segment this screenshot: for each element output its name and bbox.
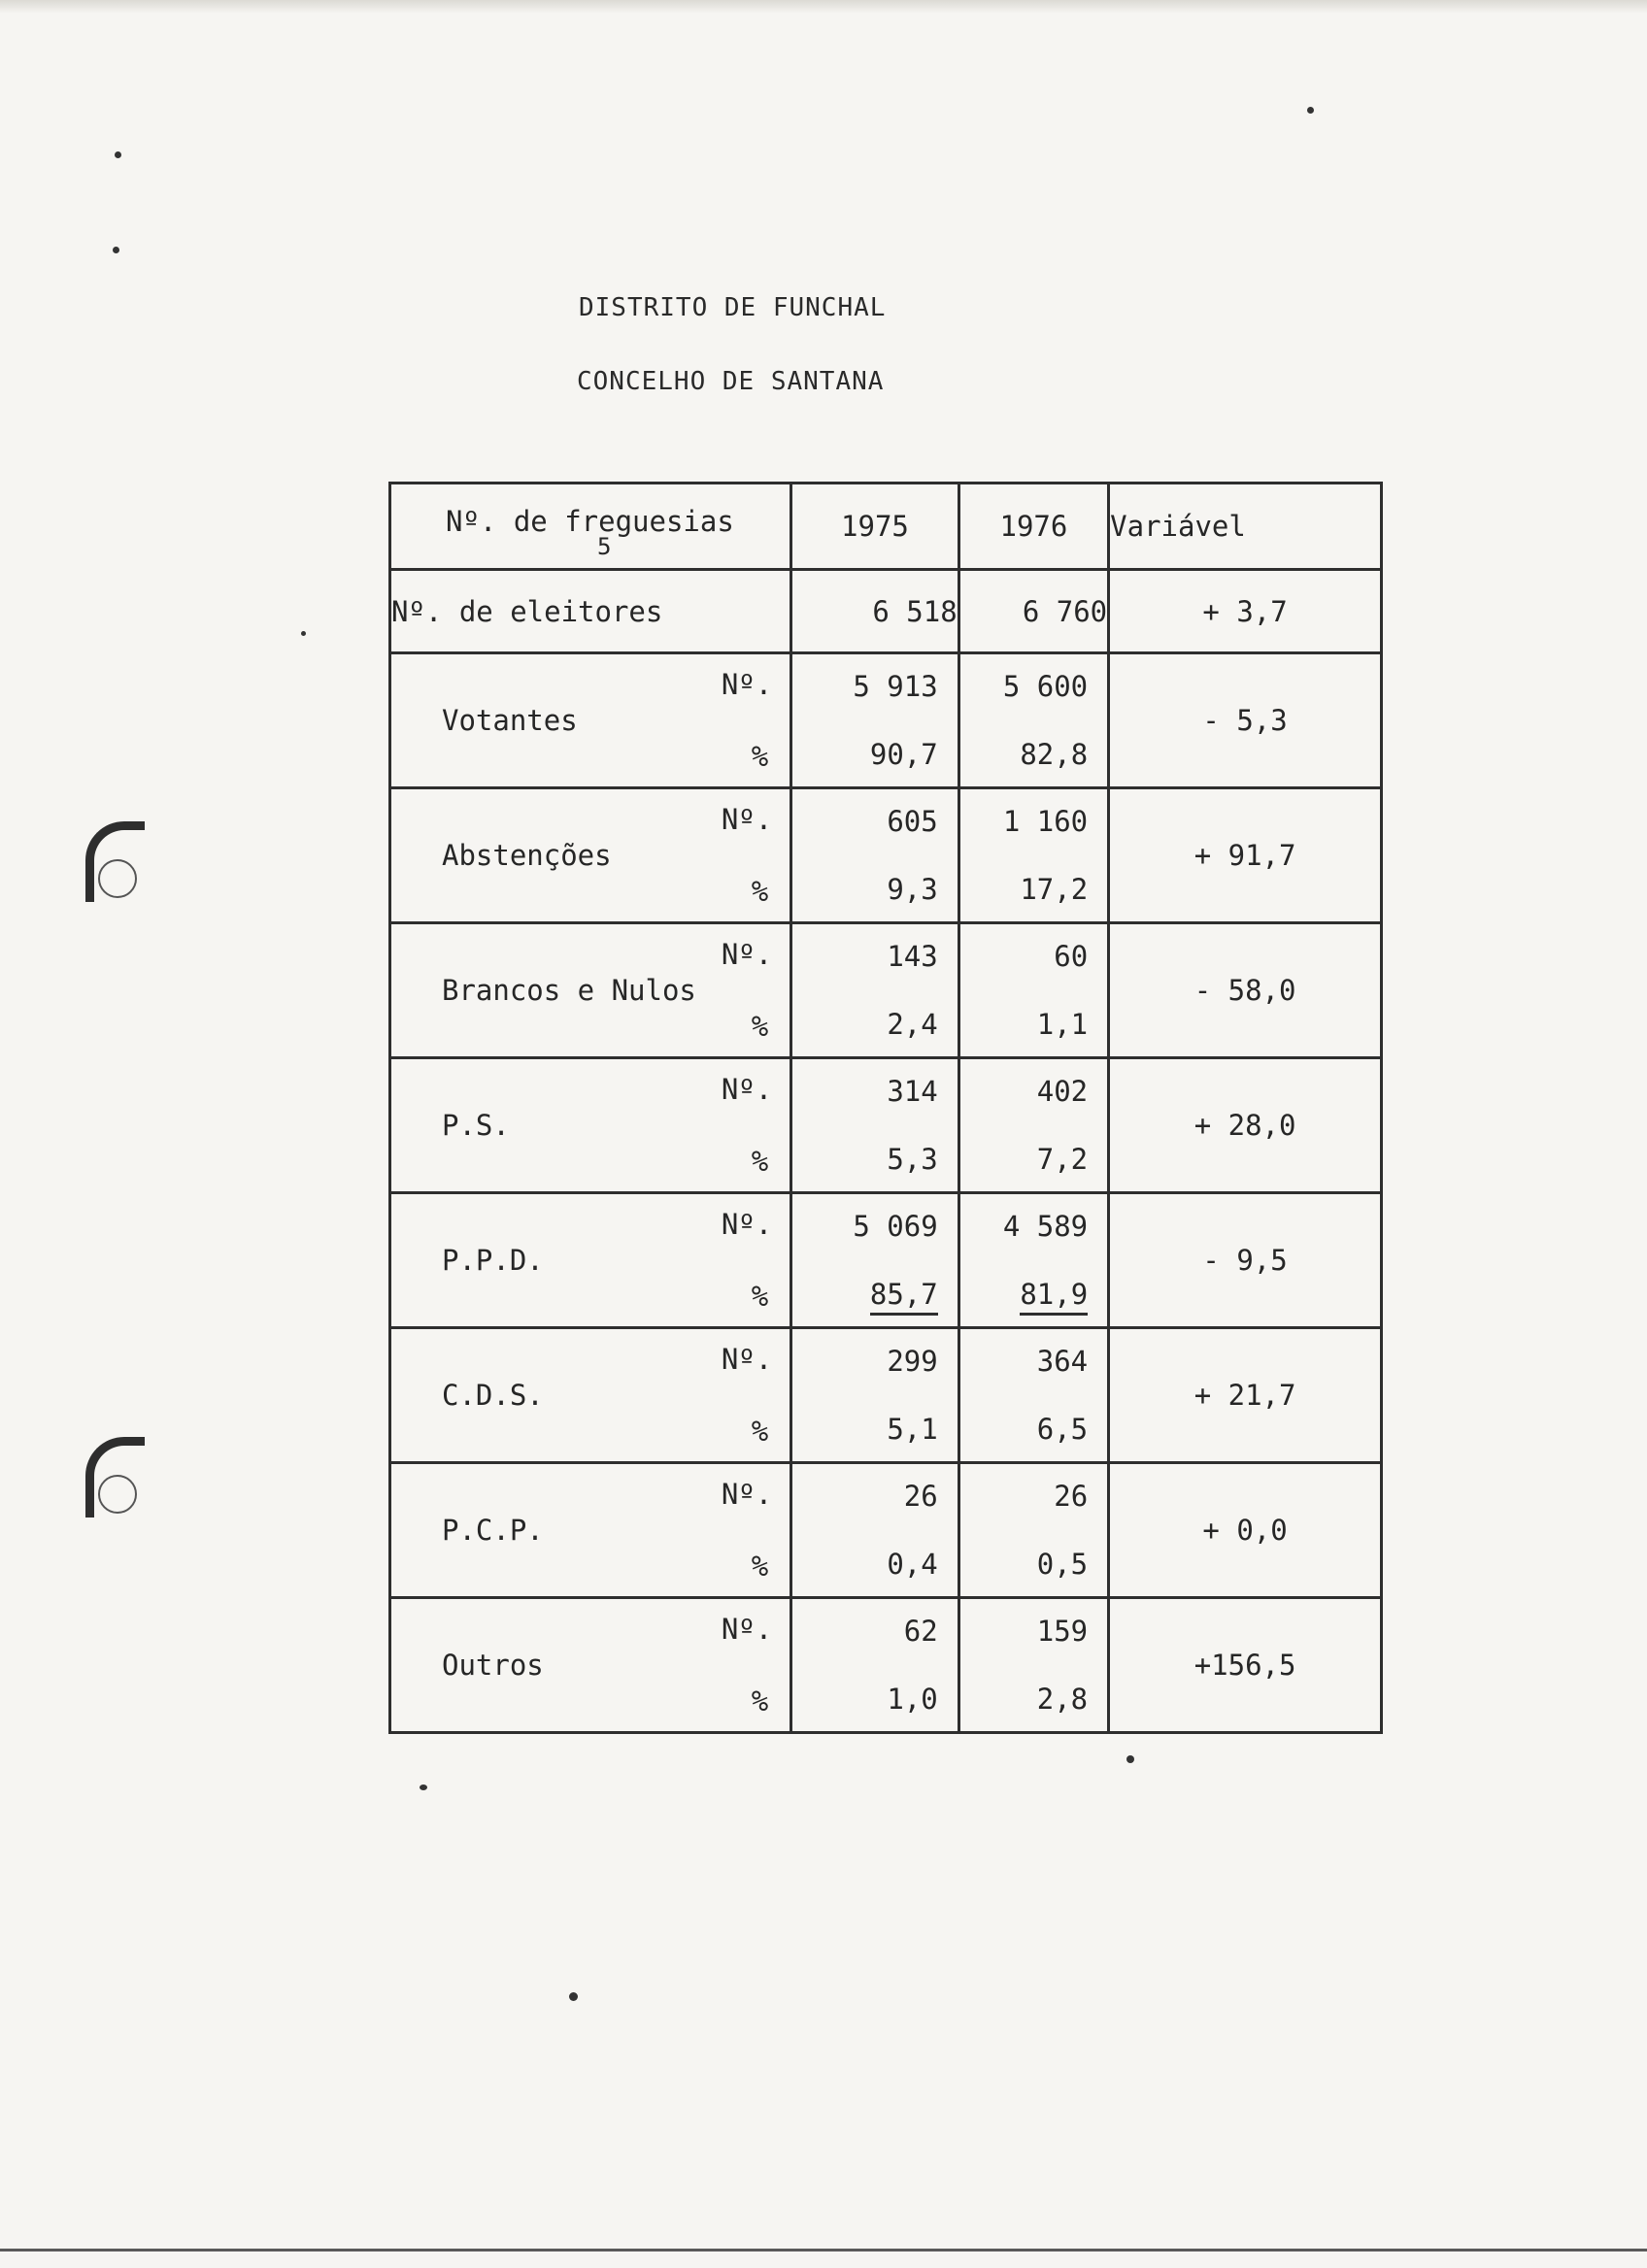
percent-1975 — [792, 1143, 938, 1176]
row-label: P.C.P. — [442, 1514, 544, 1547]
percent-1976 — [960, 738, 1088, 771]
count-label: Nº. — [721, 803, 773, 836]
cell-1976 — [958, 1193, 1108, 1328]
variation-cell: - 9,5 — [1109, 1193, 1382, 1328]
percent-1976-value: 17,2 — [1020, 873, 1089, 906]
percent-1975-value: 90,7 — [869, 738, 938, 771]
row-label-cell — [390, 788, 791, 923]
percent-1976 — [960, 1548, 1088, 1581]
percent-1975 — [792, 1548, 938, 1581]
percent-1976-value: 81,9 — [1020, 1278, 1088, 1316]
row-c-d-s — [390, 1328, 1382, 1463]
percent-label: % — [751, 1145, 769, 1178]
count-label: Nº. — [721, 938, 773, 971]
row-label: Abstenções — [442, 839, 612, 872]
percent-label: % — [751, 740, 769, 773]
percent-1975 — [792, 738, 938, 771]
speck — [1126, 1755, 1134, 1763]
speck — [301, 631, 306, 636]
percent-1975-value: 1,0 — [887, 1683, 938, 1716]
variation-cell: - 5,3 — [1109, 653, 1382, 788]
parishes-label: Nº. de freguesias — [446, 505, 734, 538]
count-1976: 159 — [1036, 1615, 1089, 1648]
percent-1976-value: 0,5 — [1036, 1548, 1089, 1581]
percent-1975-value: 2,4 — [887, 1008, 938, 1041]
cell-1975 — [791, 1598, 959, 1733]
parishes-count: 5 — [597, 533, 612, 560]
count-1976: 1 160 — [1002, 805, 1089, 838]
count-1975: 5 913 — [853, 670, 938, 703]
percent-1975-value: 5,3 — [887, 1143, 938, 1176]
percent-1975-value: 0,4 — [887, 1548, 938, 1581]
voters-registered-1976: 6 760 — [958, 570, 1108, 653]
percent-1976 — [960, 1278, 1088, 1311]
count-label: Nº. — [721, 1343, 773, 1376]
cell-1975 — [791, 1328, 959, 1463]
row-label-cell — [390, 1193, 791, 1328]
row-label: Outros — [442, 1649, 544, 1682]
binder-hole-top — [85, 821, 145, 902]
percent-1975 — [792, 1413, 938, 1446]
row-p-p-d — [390, 1193, 1382, 1328]
percent-1976-value: 1,1 — [1036, 1008, 1089, 1041]
count-label: Nº. — [721, 1478, 773, 1511]
percent-label: % — [751, 1550, 769, 1583]
count-label: Nº. — [721, 668, 773, 701]
count-label: Nº. — [721, 1613, 773, 1646]
speck — [420, 1784, 427, 1790]
variation-cell: +156,5 — [1109, 1598, 1382, 1733]
cell-1976 — [958, 1058, 1108, 1193]
cell-1975 — [791, 1463, 959, 1598]
speck — [115, 151, 121, 158]
percent-1975-value: 85,7 — [870, 1278, 938, 1316]
cell-1975 — [791, 923, 959, 1058]
variation-cell: + 0,0 — [1109, 1463, 1382, 1598]
cell-1975 — [791, 1193, 959, 1328]
percent-1976 — [960, 1413, 1088, 1446]
count-1976: 5 600 — [1002, 670, 1089, 703]
row-outros — [390, 1598, 1382, 1733]
row-label-cell — [390, 923, 791, 1058]
page-top-edge — [0, 0, 1647, 14]
cell-1976 — [958, 923, 1108, 1058]
speck — [1307, 107, 1314, 114]
cell-1976 — [958, 1463, 1108, 1598]
percent-label: % — [751, 875, 769, 908]
speck — [569, 1992, 578, 2001]
row-label: C.D.S. — [442, 1379, 544, 1412]
parishes-cell — [390, 484, 791, 570]
count-1976: 402 — [1036, 1075, 1089, 1108]
count-1976: 26 — [1054, 1480, 1089, 1513]
page-bottom-line — [0, 2249, 1647, 2251]
row-votantes — [390, 653, 1382, 788]
voters-registered-variation: + 3,7 — [1109, 570, 1382, 653]
voters-registered-label: Nº. de eleitores — [390, 570, 791, 653]
percent-1976-value: 7,2 — [1036, 1143, 1089, 1176]
election-results-table — [388, 482, 1383, 1734]
cell-1975 — [791, 653, 959, 788]
row-label: Votantes — [442, 704, 578, 737]
row-label-cell — [390, 1598, 791, 1733]
percent-1976 — [960, 1008, 1088, 1041]
count-1975: 143 — [887, 940, 938, 973]
binder-hole-bottom — [85, 1437, 145, 1518]
row-label: P.P.D. — [442, 1244, 544, 1277]
count-1975: 299 — [887, 1345, 938, 1378]
count-label: Nº. — [721, 1208, 773, 1241]
variation-cell: + 28,0 — [1109, 1058, 1382, 1193]
count-1975: 62 — [903, 1615, 938, 1648]
row-label-cell — [390, 1463, 791, 1598]
percent-1975 — [792, 873, 938, 906]
percent-1975 — [792, 1278, 938, 1311]
percent-1976 — [960, 1143, 1088, 1176]
count-label: Nº. — [721, 1073, 773, 1106]
row-label-cell — [390, 1328, 791, 1463]
count-1976: 4 589 — [1002, 1210, 1089, 1243]
percent-1976-value: 2,8 — [1036, 1683, 1089, 1716]
percent-1975 — [792, 1683, 938, 1716]
percent-1976 — [960, 873, 1088, 906]
count-1976: 60 — [1054, 940, 1089, 973]
percent-label: % — [751, 1415, 769, 1448]
percent-1976 — [960, 1683, 1088, 1716]
row-brancos-e-nulos — [390, 923, 1382, 1058]
percent-1975-value: 5,1 — [887, 1413, 938, 1446]
speck — [113, 247, 119, 253]
count-1975: 605 — [887, 805, 938, 838]
row-p-c-p — [390, 1463, 1382, 1598]
count-1975: 26 — [903, 1480, 938, 1513]
percent-label: % — [751, 1684, 769, 1718]
percent-label: % — [751, 1280, 769, 1313]
row-p-s — [390, 1058, 1382, 1193]
percent-label: % — [751, 1010, 769, 1043]
cell-1976 — [958, 788, 1108, 923]
row-label-cell — [390, 653, 791, 788]
header-variation: Variável — [1109, 484, 1382, 570]
cell-1975 — [791, 788, 959, 923]
percent-1975 — [792, 1008, 938, 1041]
variation-cell: - 58,0 — [1109, 923, 1382, 1058]
percent-1976-value: 82,8 — [1020, 738, 1089, 771]
district-title: DISTRITO DE FUNCHAL — [579, 293, 887, 322]
municipality-title: CONCELHO DE SANTANA — [577, 367, 885, 396]
variation-cell: + 21,7 — [1109, 1328, 1382, 1463]
row-label: Brancos e Nulos — [442, 974, 696, 1007]
table-header-row — [390, 484, 1382, 570]
percent-1975-value: 9,3 — [887, 873, 938, 906]
header-year-1976: 1976 — [958, 484, 1108, 570]
count-1975: 5 069 — [853, 1210, 938, 1243]
count-1975: 314 — [887, 1075, 938, 1108]
cell-1976 — [958, 1328, 1108, 1463]
row-abstencoes — [390, 788, 1382, 923]
voters-registered-1975: 6 518 — [791, 570, 959, 653]
cell-1975 — [791, 1058, 959, 1193]
header-year-1975: 1975 — [791, 484, 959, 570]
cell-1976 — [958, 1598, 1108, 1733]
row-label-cell — [390, 1058, 791, 1193]
cell-1976 — [958, 653, 1108, 788]
percent-1976-value: 6,5 — [1036, 1413, 1089, 1446]
variation-cell: + 91,7 — [1109, 788, 1382, 923]
row-label: P.S. — [442, 1109, 510, 1142]
voters-registered-row — [390, 570, 1382, 653]
count-1976: 364 — [1036, 1345, 1089, 1378]
